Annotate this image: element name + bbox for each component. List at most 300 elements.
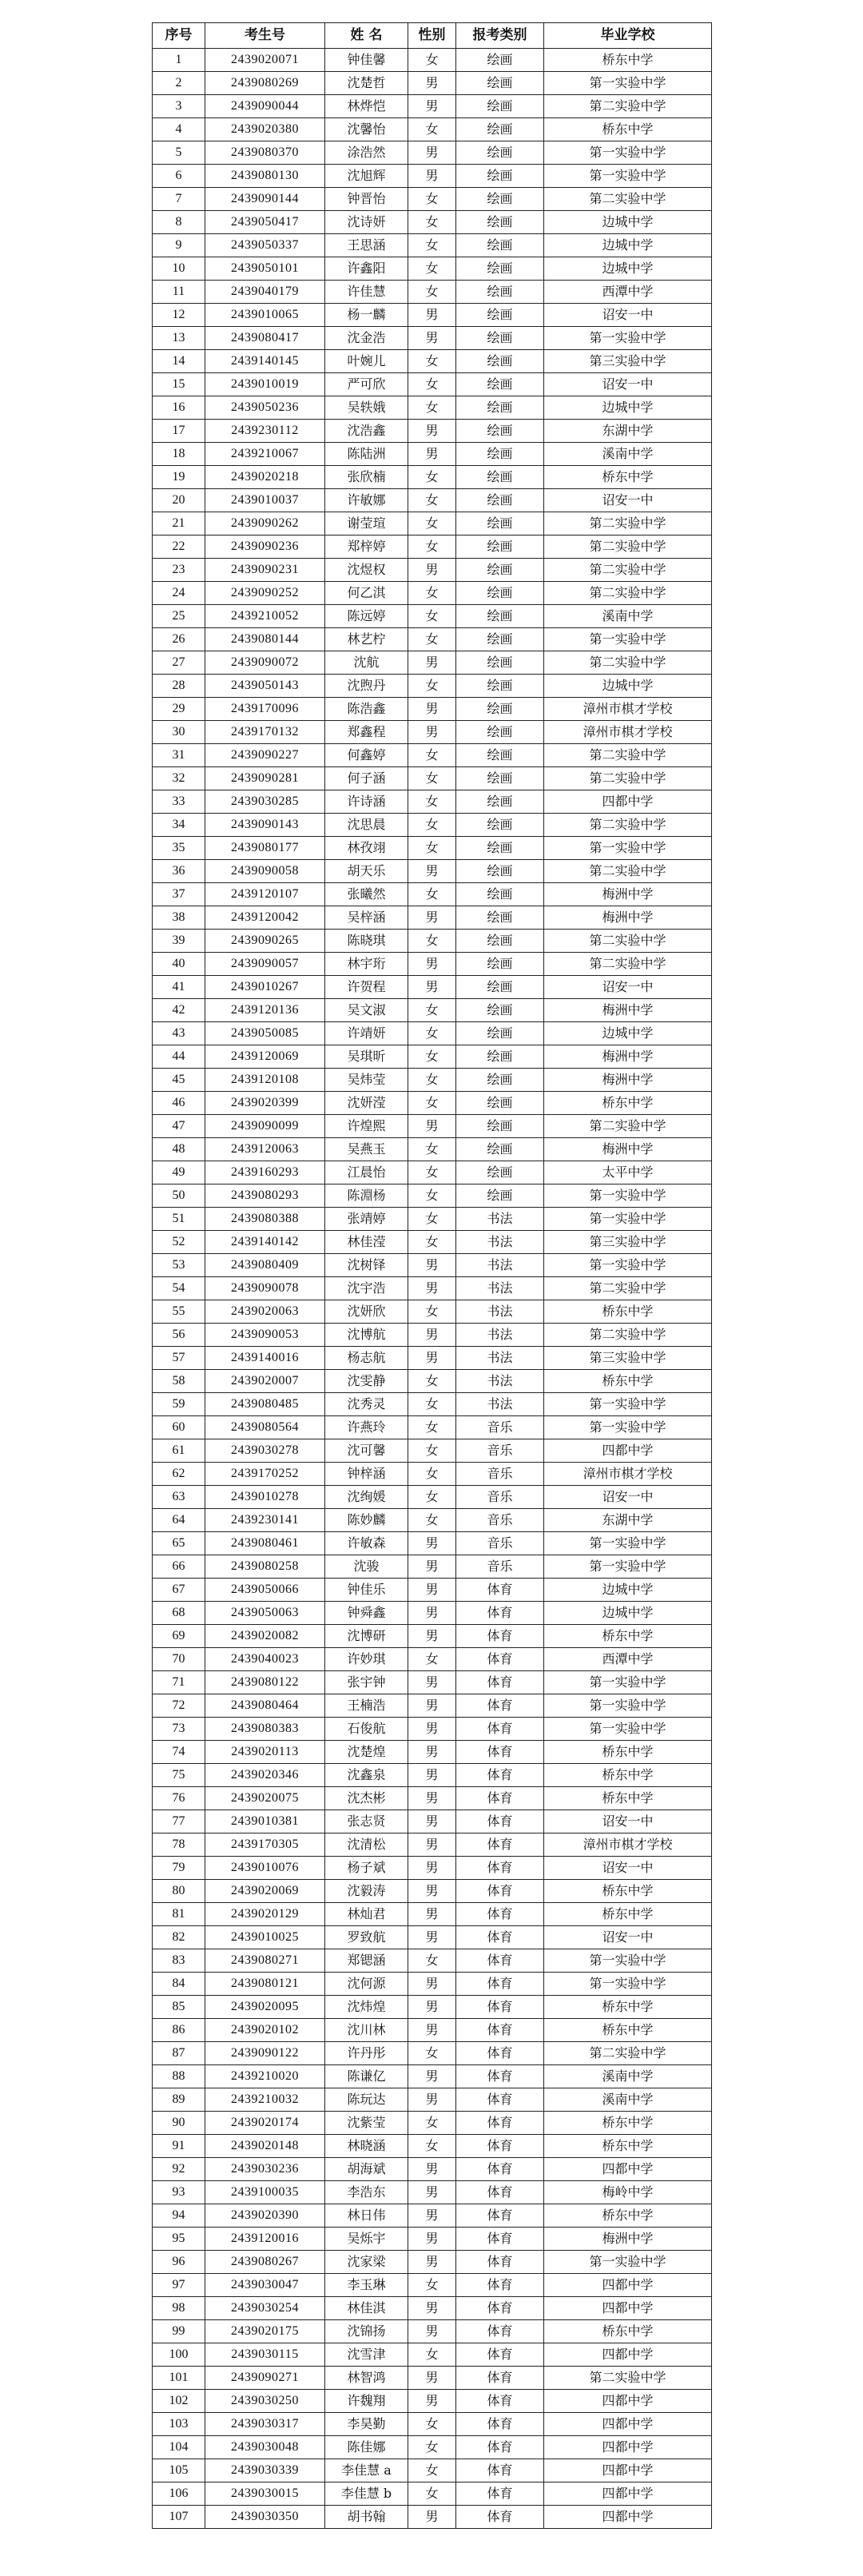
cell-gender: 男 [408, 2204, 456, 2228]
cell-serial-no: 47 [153, 1115, 205, 1138]
cell-serial-no: 95 [153, 2228, 205, 2251]
table-row [153, 2204, 712, 2228]
cell-serial-no: 82 [153, 1926, 205, 1949]
cell-name: 林晓涵 [325, 2135, 408, 2158]
cell-name: 沈秀灵 [325, 1393, 408, 1416]
cell-category: 体育 [456, 2274, 544, 2297]
cell-serial-no: 23 [153, 559, 205, 582]
cell-exam-id: 2439170132 [205, 721, 325, 744]
cell-serial-no: 35 [153, 837, 205, 860]
cell-gender: 男 [408, 1277, 456, 1300]
cell-exam-id: 2439210067 [205, 443, 325, 466]
table-row [153, 1439, 712, 1463]
cell-name: 沈清松 [325, 1833, 408, 1857]
cell-school: 梅洲中学 [544, 906, 712, 930]
cell-school: 第二实验中学 [544, 860, 712, 883]
cell-name: 沈杰彬 [325, 1787, 408, 1810]
cell-name: 张志贤 [325, 1810, 408, 1833]
cell-serial-no: 17 [153, 420, 205, 443]
cell-exam-id: 2439080121 [205, 1973, 325, 1996]
cell-serial-no: 93 [153, 2181, 205, 2204]
cell-school: 第二实验中学 [544, 2042, 712, 2065]
cell-school: 梅洲中学 [544, 1069, 712, 1092]
cell-gender: 男 [408, 1671, 456, 1694]
cell-school: 桥东中学 [544, 1996, 712, 2019]
cell-category: 绘画 [456, 512, 544, 536]
table-row [153, 1254, 712, 1277]
cell-category: 音乐 [456, 1416, 544, 1439]
cell-exam-id: 2439090281 [205, 767, 325, 790]
table-row [153, 373, 712, 396]
cell-school: 第二实验中学 [544, 559, 712, 582]
cell-serial-no: 94 [153, 2204, 205, 2228]
cell-exam-id: 2439120108 [205, 1069, 325, 1092]
cell-school: 第一实验中学 [544, 1555, 712, 1579]
cell-school: 第一实验中学 [544, 1184, 712, 1208]
cell-exam-id: 2439020082 [205, 1625, 325, 1648]
cell-serial-no: 24 [153, 582, 205, 605]
cell-school: 诏安一中 [544, 976, 712, 999]
cell-exam-id: 2439020380 [205, 118, 325, 141]
cell-category: 体育 [456, 2204, 544, 2228]
cell-school: 第一实验中学 [544, 72, 712, 95]
table-row [153, 1324, 712, 1347]
cell-gender: 女 [408, 582, 456, 605]
cell-serial-no: 48 [153, 1138, 205, 1161]
table-row [153, 1602, 712, 1625]
table-row [153, 350, 712, 373]
table-row [153, 628, 712, 651]
cell-exam-id: 2439090053 [205, 1324, 325, 1347]
table-row [153, 2274, 712, 2297]
cell-serial-no: 31 [153, 744, 205, 767]
cell-name: 吴炜莹 [325, 1069, 408, 1092]
table-row [153, 651, 712, 675]
cell-school: 第二实验中学 [544, 95, 712, 118]
cell-serial-no: 20 [153, 489, 205, 512]
cell-category: 绘画 [456, 883, 544, 906]
cell-gender: 男 [408, 2320, 456, 2343]
cell-name: 李浩东 [325, 2181, 408, 2204]
cell-category: 绘画 [456, 698, 544, 721]
cell-gender: 男 [408, 420, 456, 443]
header-category: 报考类别 [456, 23, 544, 49]
cell-name: 许敏森 [325, 1532, 408, 1555]
table-row [153, 837, 712, 860]
cell-category: 体育 [456, 2390, 544, 2413]
cell-category: 绘画 [456, 628, 544, 651]
cell-exam-id: 2439090144 [205, 188, 325, 211]
table-row [153, 2459, 712, 2482]
cell-school: 四都中学 [544, 2297, 712, 2320]
table-row [153, 1787, 712, 1810]
cell-name: 陈陆洲 [325, 443, 408, 466]
cell-serial-no: 98 [153, 2297, 205, 2320]
cell-name: 沈炜煌 [325, 1996, 408, 2019]
cell-serial-no: 87 [153, 2042, 205, 2065]
cell-serial-no: 10 [153, 257, 205, 281]
cell-school: 西潭中学 [544, 281, 712, 304]
table-row [153, 2367, 712, 2390]
cell-exam-id: 2439080177 [205, 837, 325, 860]
cell-exam-id: 2439050143 [205, 675, 325, 698]
cell-exam-id: 2439050417 [205, 211, 325, 234]
cell-school: 梅洲中学 [544, 883, 712, 906]
cell-exam-id: 2439020071 [205, 49, 325, 72]
table-row [153, 2320, 712, 2343]
header-exam-id: 考生号 [205, 23, 325, 49]
cell-category: 体育 [456, 1741, 544, 1764]
cell-name: 沈川林 [325, 2019, 408, 2042]
cell-serial-no: 61 [153, 1439, 205, 1463]
cell-name: 钟佳乐 [325, 1579, 408, 1602]
cell-school: 边城中学 [544, 1579, 712, 1602]
cell-serial-no: 88 [153, 2065, 205, 2088]
cell-serial-no: 58 [153, 1370, 205, 1393]
cell-exam-id: 2439090078 [205, 1277, 325, 1300]
cell-exam-id: 2439080370 [205, 141, 325, 165]
cell-school: 西潭中学 [544, 1648, 712, 1671]
cell-category: 书法 [456, 1231, 544, 1254]
cell-category: 绘画 [456, 1138, 544, 1161]
table-row [153, 1092, 712, 1115]
table-row [153, 999, 712, 1022]
cell-exam-id: 2439020174 [205, 2112, 325, 2135]
cell-category: 体育 [456, 2506, 544, 2529]
cell-exam-id: 2439170252 [205, 1463, 325, 1486]
cell-exam-id: 2439050337 [205, 234, 325, 257]
cell-name: 吴文淑 [325, 999, 408, 1022]
cell-category: 体育 [456, 1949, 544, 1973]
cell-school: 东湖中学 [544, 1509, 712, 1532]
cell-serial-no: 76 [153, 1787, 205, 1810]
table-row [153, 1161, 712, 1184]
cell-category: 体育 [456, 2042, 544, 2065]
cell-name: 许魏翔 [325, 2390, 408, 2413]
cell-name: 林日伟 [325, 2204, 408, 2228]
cell-category: 绘画 [456, 906, 544, 930]
cell-serial-no: 29 [153, 698, 205, 721]
cell-name: 陈妙麟 [325, 1509, 408, 1532]
cell-gender: 女 [408, 1509, 456, 1532]
cell-exam-id: 2439080144 [205, 628, 325, 651]
cell-gender: 男 [408, 953, 456, 976]
cell-gender: 女 [408, 605, 456, 628]
cell-name: 许丹彤 [325, 2042, 408, 2065]
cell-serial-no: 67 [153, 1579, 205, 1602]
cell-category: 绘画 [456, 953, 544, 976]
cell-category: 绘画 [456, 837, 544, 860]
cell-gender: 女 [408, 767, 456, 790]
cell-exam-id: 2439080464 [205, 1694, 325, 1718]
cell-gender: 女 [408, 2459, 456, 2482]
cell-category: 绘画 [456, 651, 544, 675]
cell-school: 四都中学 [544, 2459, 712, 2482]
cell-name: 许佳慧 [325, 281, 408, 304]
table-row [153, 466, 712, 489]
cell-exam-id: 2439030250 [205, 2390, 325, 2413]
cell-name: 胡书翰 [325, 2506, 408, 2529]
cell-category: 绘画 [456, 165, 544, 188]
table-row [153, 2042, 712, 2065]
cell-name: 沈煜权 [325, 559, 408, 582]
cell-exam-id: 2439030254 [205, 2297, 325, 2320]
cell-school: 第三实验中学 [544, 1347, 712, 1370]
cell-exam-id: 2439030350 [205, 2506, 325, 2529]
cell-school: 第二实验中学 [544, 1277, 712, 1300]
cell-exam-id: 2439170305 [205, 1833, 325, 1857]
cell-serial-no: 91 [153, 2135, 205, 2158]
table-row [153, 1416, 712, 1439]
cell-school: 四都中学 [544, 2390, 712, 2413]
cell-exam-id: 2439020102 [205, 2019, 325, 2042]
cell-school: 四都中学 [544, 2436, 712, 2459]
cell-exam-id: 2439010019 [205, 373, 325, 396]
cell-serial-no: 84 [153, 1973, 205, 1996]
cell-category: 体育 [456, 1671, 544, 1694]
cell-category: 音乐 [456, 1463, 544, 1486]
cell-name: 何鑫婷 [325, 744, 408, 767]
cell-name: 王思涵 [325, 234, 408, 257]
cell-exam-id: 2439140142 [205, 1231, 325, 1254]
cell-school: 边城中学 [544, 675, 712, 698]
cell-school: 梅洲中学 [544, 2228, 712, 2251]
cell-gender: 男 [408, 1115, 456, 1138]
cell-category: 绘画 [456, 350, 544, 373]
cell-serial-no: 102 [153, 2390, 205, 2413]
cell-name: 沈毅涛 [325, 1880, 408, 1903]
table-row [153, 744, 712, 767]
cell-category: 音乐 [456, 1555, 544, 1579]
cell-name: 吴梓涵 [325, 906, 408, 930]
cell-exam-id: 2439230112 [205, 420, 325, 443]
cell-serial-no: 42 [153, 999, 205, 1022]
cell-school: 梅洲中学 [544, 999, 712, 1022]
cell-gender: 男 [408, 304, 456, 327]
cell-serial-no: 32 [153, 767, 205, 790]
cell-gender: 男 [408, 1555, 456, 1579]
cell-category: 绘画 [456, 675, 544, 698]
cell-category: 体育 [456, 1973, 544, 1996]
cell-school: 第一实验中学 [544, 165, 712, 188]
cell-name: 江晨怡 [325, 1161, 408, 1184]
table-row [153, 95, 712, 118]
cell-name: 郑锶涵 [325, 1949, 408, 1973]
cell-serial-no: 2 [153, 72, 205, 95]
cell-exam-id: 2439040023 [205, 1648, 325, 1671]
cell-category: 体育 [456, 1926, 544, 1949]
cell-name: 沈宇浩 [325, 1277, 408, 1300]
cell-serial-no: 107 [153, 2506, 205, 2529]
cell-exam-id: 2439020175 [205, 2320, 325, 2343]
table-row [153, 1184, 712, 1208]
table-row [153, 72, 712, 95]
cell-gender: 女 [408, 466, 456, 489]
cell-serial-no: 105 [153, 2459, 205, 2482]
cell-name: 许敏娜 [325, 489, 408, 512]
cell-exam-id: 2439090227 [205, 744, 325, 767]
cell-name: 沈雪津 [325, 2343, 408, 2367]
cell-name: 钟晋怡 [325, 188, 408, 211]
cell-school: 四都中学 [544, 2506, 712, 2529]
cell-serial-no: 16 [153, 396, 205, 420]
table-row [153, 2436, 712, 2459]
cell-school: 第二实验中学 [544, 744, 712, 767]
cell-serial-no: 41 [153, 976, 205, 999]
cell-school: 漳州市棋才学校 [544, 698, 712, 721]
cell-school: 诏安一中 [544, 489, 712, 512]
cell-category: 绘画 [456, 1045, 544, 1069]
cell-name: 郑鑫程 [325, 721, 408, 744]
cell-gender: 女 [408, 1069, 456, 1092]
cell-category: 音乐 [456, 1509, 544, 1532]
table-row [153, 396, 712, 420]
cell-name: 严可欣 [325, 373, 408, 396]
cell-school: 溪南中学 [544, 443, 712, 466]
cell-serial-no: 11 [153, 281, 205, 304]
table-row [153, 1208, 712, 1231]
table-row [153, 1810, 712, 1833]
cell-exam-id: 2439090262 [205, 512, 325, 536]
cell-category: 体育 [456, 2436, 544, 2459]
cell-exam-id: 2439010025 [205, 1926, 325, 1949]
cell-category: 绘画 [456, 489, 544, 512]
cell-gender: 男 [408, 559, 456, 582]
cell-school: 桥东中学 [544, 118, 712, 141]
cell-school: 四都中学 [544, 2482, 712, 2506]
cell-category: 绘画 [456, 466, 544, 489]
cell-gender: 女 [408, 2413, 456, 2436]
cell-gender: 女 [408, 1022, 456, 1045]
cell-gender: 女 [408, 396, 456, 420]
table-row [153, 2135, 712, 2158]
table-row [153, 721, 712, 744]
cell-exam-id: 2439020069 [205, 1880, 325, 1903]
cell-exam-id: 2439090122 [205, 2042, 325, 2065]
cell-exam-id: 2439030339 [205, 2459, 325, 2482]
cell-exam-id: 2439100035 [205, 2181, 325, 2204]
cell-serial-no: 37 [153, 883, 205, 906]
cell-exam-id: 2439030015 [205, 2482, 325, 2506]
cell-serial-no: 66 [153, 1555, 205, 1579]
cell-school: 四都中学 [544, 2274, 712, 2297]
table-row [153, 281, 712, 304]
cell-name: 叶婉儿 [325, 350, 408, 373]
cell-serial-no: 1 [153, 49, 205, 72]
cell-school: 第一实验中学 [544, 1973, 712, 1996]
header-school: 毕业学校 [544, 23, 712, 49]
cell-school: 第二实验中学 [544, 953, 712, 976]
table-row [153, 2343, 712, 2367]
cell-name: 沈旭辉 [325, 165, 408, 188]
cell-school: 第三实验中学 [544, 1231, 712, 1254]
cell-school: 边城中学 [544, 234, 712, 257]
cell-category: 绘画 [456, 141, 544, 165]
cell-serial-no: 103 [153, 2413, 205, 2436]
cell-name: 陈浩鑫 [325, 698, 408, 721]
cell-category: 书法 [456, 1208, 544, 1231]
cell-school: 桥东中学 [544, 1741, 712, 1764]
cell-serial-no: 13 [153, 327, 205, 350]
cell-category: 绘画 [456, 999, 544, 1022]
cell-exam-id: 2439080417 [205, 327, 325, 350]
cell-gender: 男 [408, 1973, 456, 1996]
cell-exam-id: 2439050066 [205, 1579, 325, 1602]
cell-gender: 男 [408, 1787, 456, 1810]
cell-serial-no: 15 [153, 373, 205, 396]
cell-school: 桥东中学 [544, 1092, 712, 1115]
cell-name: 沈鑫泉 [325, 1764, 408, 1787]
cell-category: 体育 [456, 2459, 544, 2482]
cell-exam-id: 2439090072 [205, 651, 325, 675]
cell-category: 绘画 [456, 211, 544, 234]
cell-category: 体育 [456, 2112, 544, 2135]
cell-exam-id: 2439020148 [205, 2135, 325, 2158]
cell-serial-no: 30 [153, 721, 205, 744]
cell-school: 四都中学 [544, 790, 712, 814]
cell-serial-no: 74 [153, 1741, 205, 1764]
cell-exam-id: 2439140145 [205, 350, 325, 373]
cell-school: 第一实验中学 [544, 837, 712, 860]
cell-school: 边城中学 [544, 396, 712, 420]
cell-school: 桥东中学 [544, 49, 712, 72]
cell-exam-id: 2439050236 [205, 396, 325, 420]
cell-category: 绘画 [456, 72, 544, 95]
cell-name: 李佳慧 a [325, 2459, 408, 2482]
cell-gender: 女 [408, 1949, 456, 1973]
cell-exam-id: 2439090265 [205, 930, 325, 953]
cell-exam-id: 2439080258 [205, 1555, 325, 1579]
table-row [153, 2297, 712, 2320]
table-row [153, 1463, 712, 1486]
cell-category: 书法 [456, 1254, 544, 1277]
cell-serial-no: 96 [153, 2251, 205, 2274]
cell-school: 第一实验中学 [544, 1671, 712, 1694]
cell-category: 体育 [456, 1833, 544, 1857]
cell-category: 绘画 [456, 559, 544, 582]
cell-category: 体育 [456, 1648, 544, 1671]
cell-exam-id: 2439090231 [205, 559, 325, 582]
table-row [153, 1370, 712, 1393]
table-row [153, 1694, 712, 1718]
cell-name: 何乙淇 [325, 582, 408, 605]
cell-school: 桥东中学 [544, 2112, 712, 2135]
cell-serial-no: 80 [153, 1880, 205, 1903]
cell-gender: 男 [408, 2019, 456, 2042]
cell-name: 沈骏 [325, 1555, 408, 1579]
cell-name: 杨子斌 [325, 1857, 408, 1880]
cell-serial-no: 49 [153, 1161, 205, 1184]
table-row [153, 860, 712, 883]
table-row [153, 304, 712, 327]
cell-name: 林宇珩 [325, 953, 408, 976]
cell-gender: 男 [408, 1833, 456, 1857]
cell-school: 第二实验中学 [544, 651, 712, 675]
cell-gender: 男 [408, 2506, 456, 2529]
cell-gender: 女 [408, 373, 456, 396]
cell-gender: 女 [408, 2436, 456, 2459]
cell-exam-id: 2439090057 [205, 953, 325, 976]
table-row [153, 1625, 712, 1648]
cell-exam-id: 2439010381 [205, 1810, 325, 1833]
cell-name: 钟梓涵 [325, 1463, 408, 1486]
cell-serial-no: 44 [153, 1045, 205, 1069]
table-row [153, 1718, 712, 1741]
cell-category: 绘画 [456, 373, 544, 396]
cell-gender: 男 [408, 95, 456, 118]
cell-exam-id: 2439090058 [205, 860, 325, 883]
cell-serial-no: 77 [153, 1810, 205, 1833]
